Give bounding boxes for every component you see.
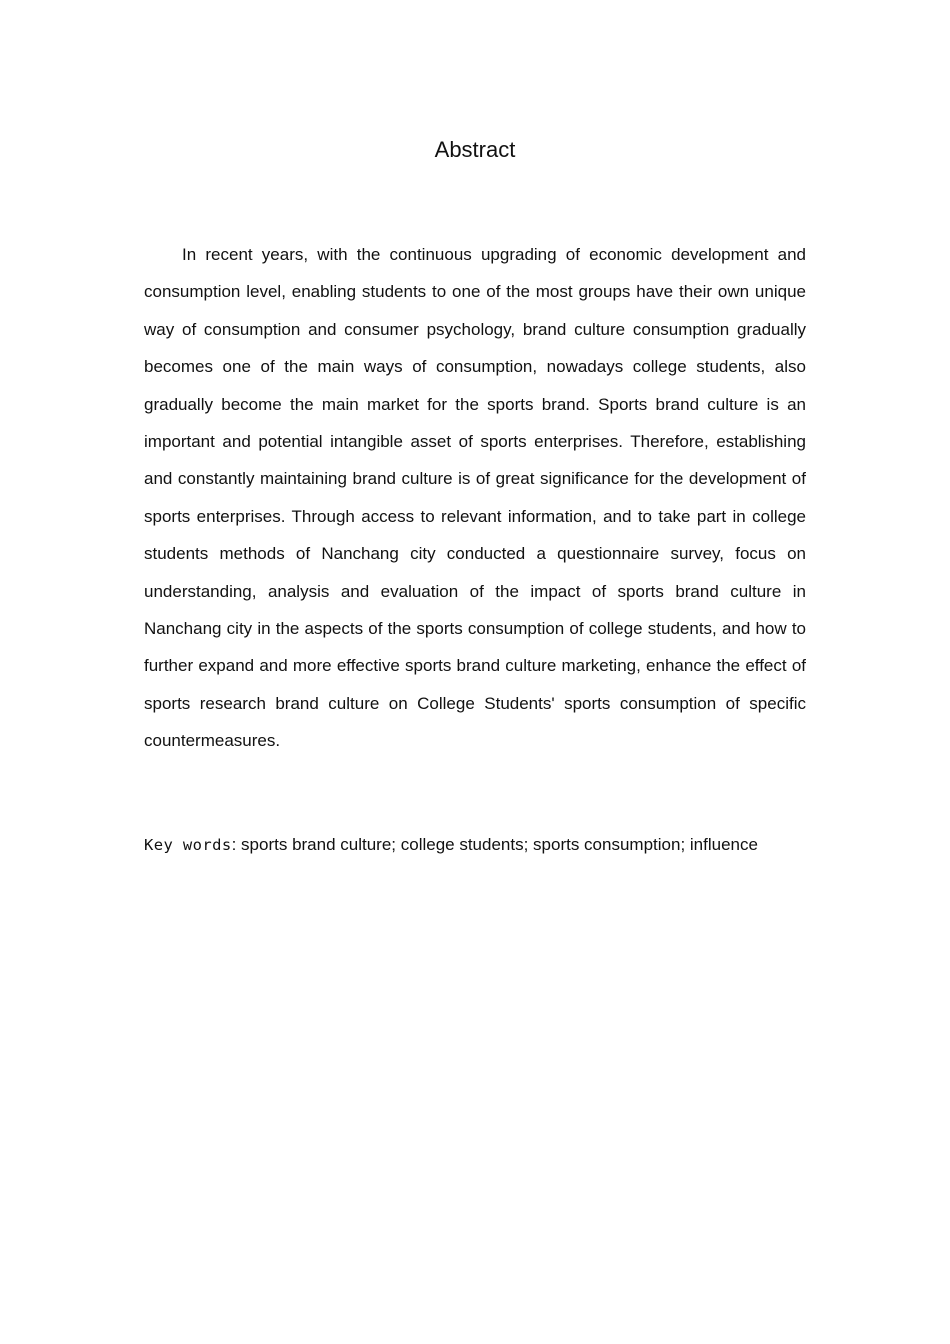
keywords-separator: : [231, 835, 242, 854]
keywords-text: sports brand culture; college students; sports consumption; influence [241, 835, 758, 854]
keywords-label: Key words [144, 836, 232, 854]
keywords-line [144, 829, 844, 861]
page-title: Abstract [434, 137, 516, 162]
abstract-paragraph: In recent years, with the continuous upgrading of economic development and consumption level, enabling students to one of the most groups have their own unique way of consumption and consumer psychology, brand culture consumption gradually becomes one of the main ways of consumption, nowadays college students, also gradually become the main market for the sports brand. Sports brand culture is an important and potential intangible asset of sports enterprises. Therefore, establishing and constantly maintaining brand culture is of great significance for the development of sports enterprises. Through access to relevant information, and to take part in college students methods of Nanchang city conducted a questionnaire survey, focus on understanding, analysis and evaluation of the impact of sports brand culture in Nanchang city in the aspects of the sports consumption of college students, and how to further expand and more effective sports brand culture marketing, enhance the effect of sports research brand culture on College Students' sports consumption of specific countermeasures. [144, 245, 806, 751]
